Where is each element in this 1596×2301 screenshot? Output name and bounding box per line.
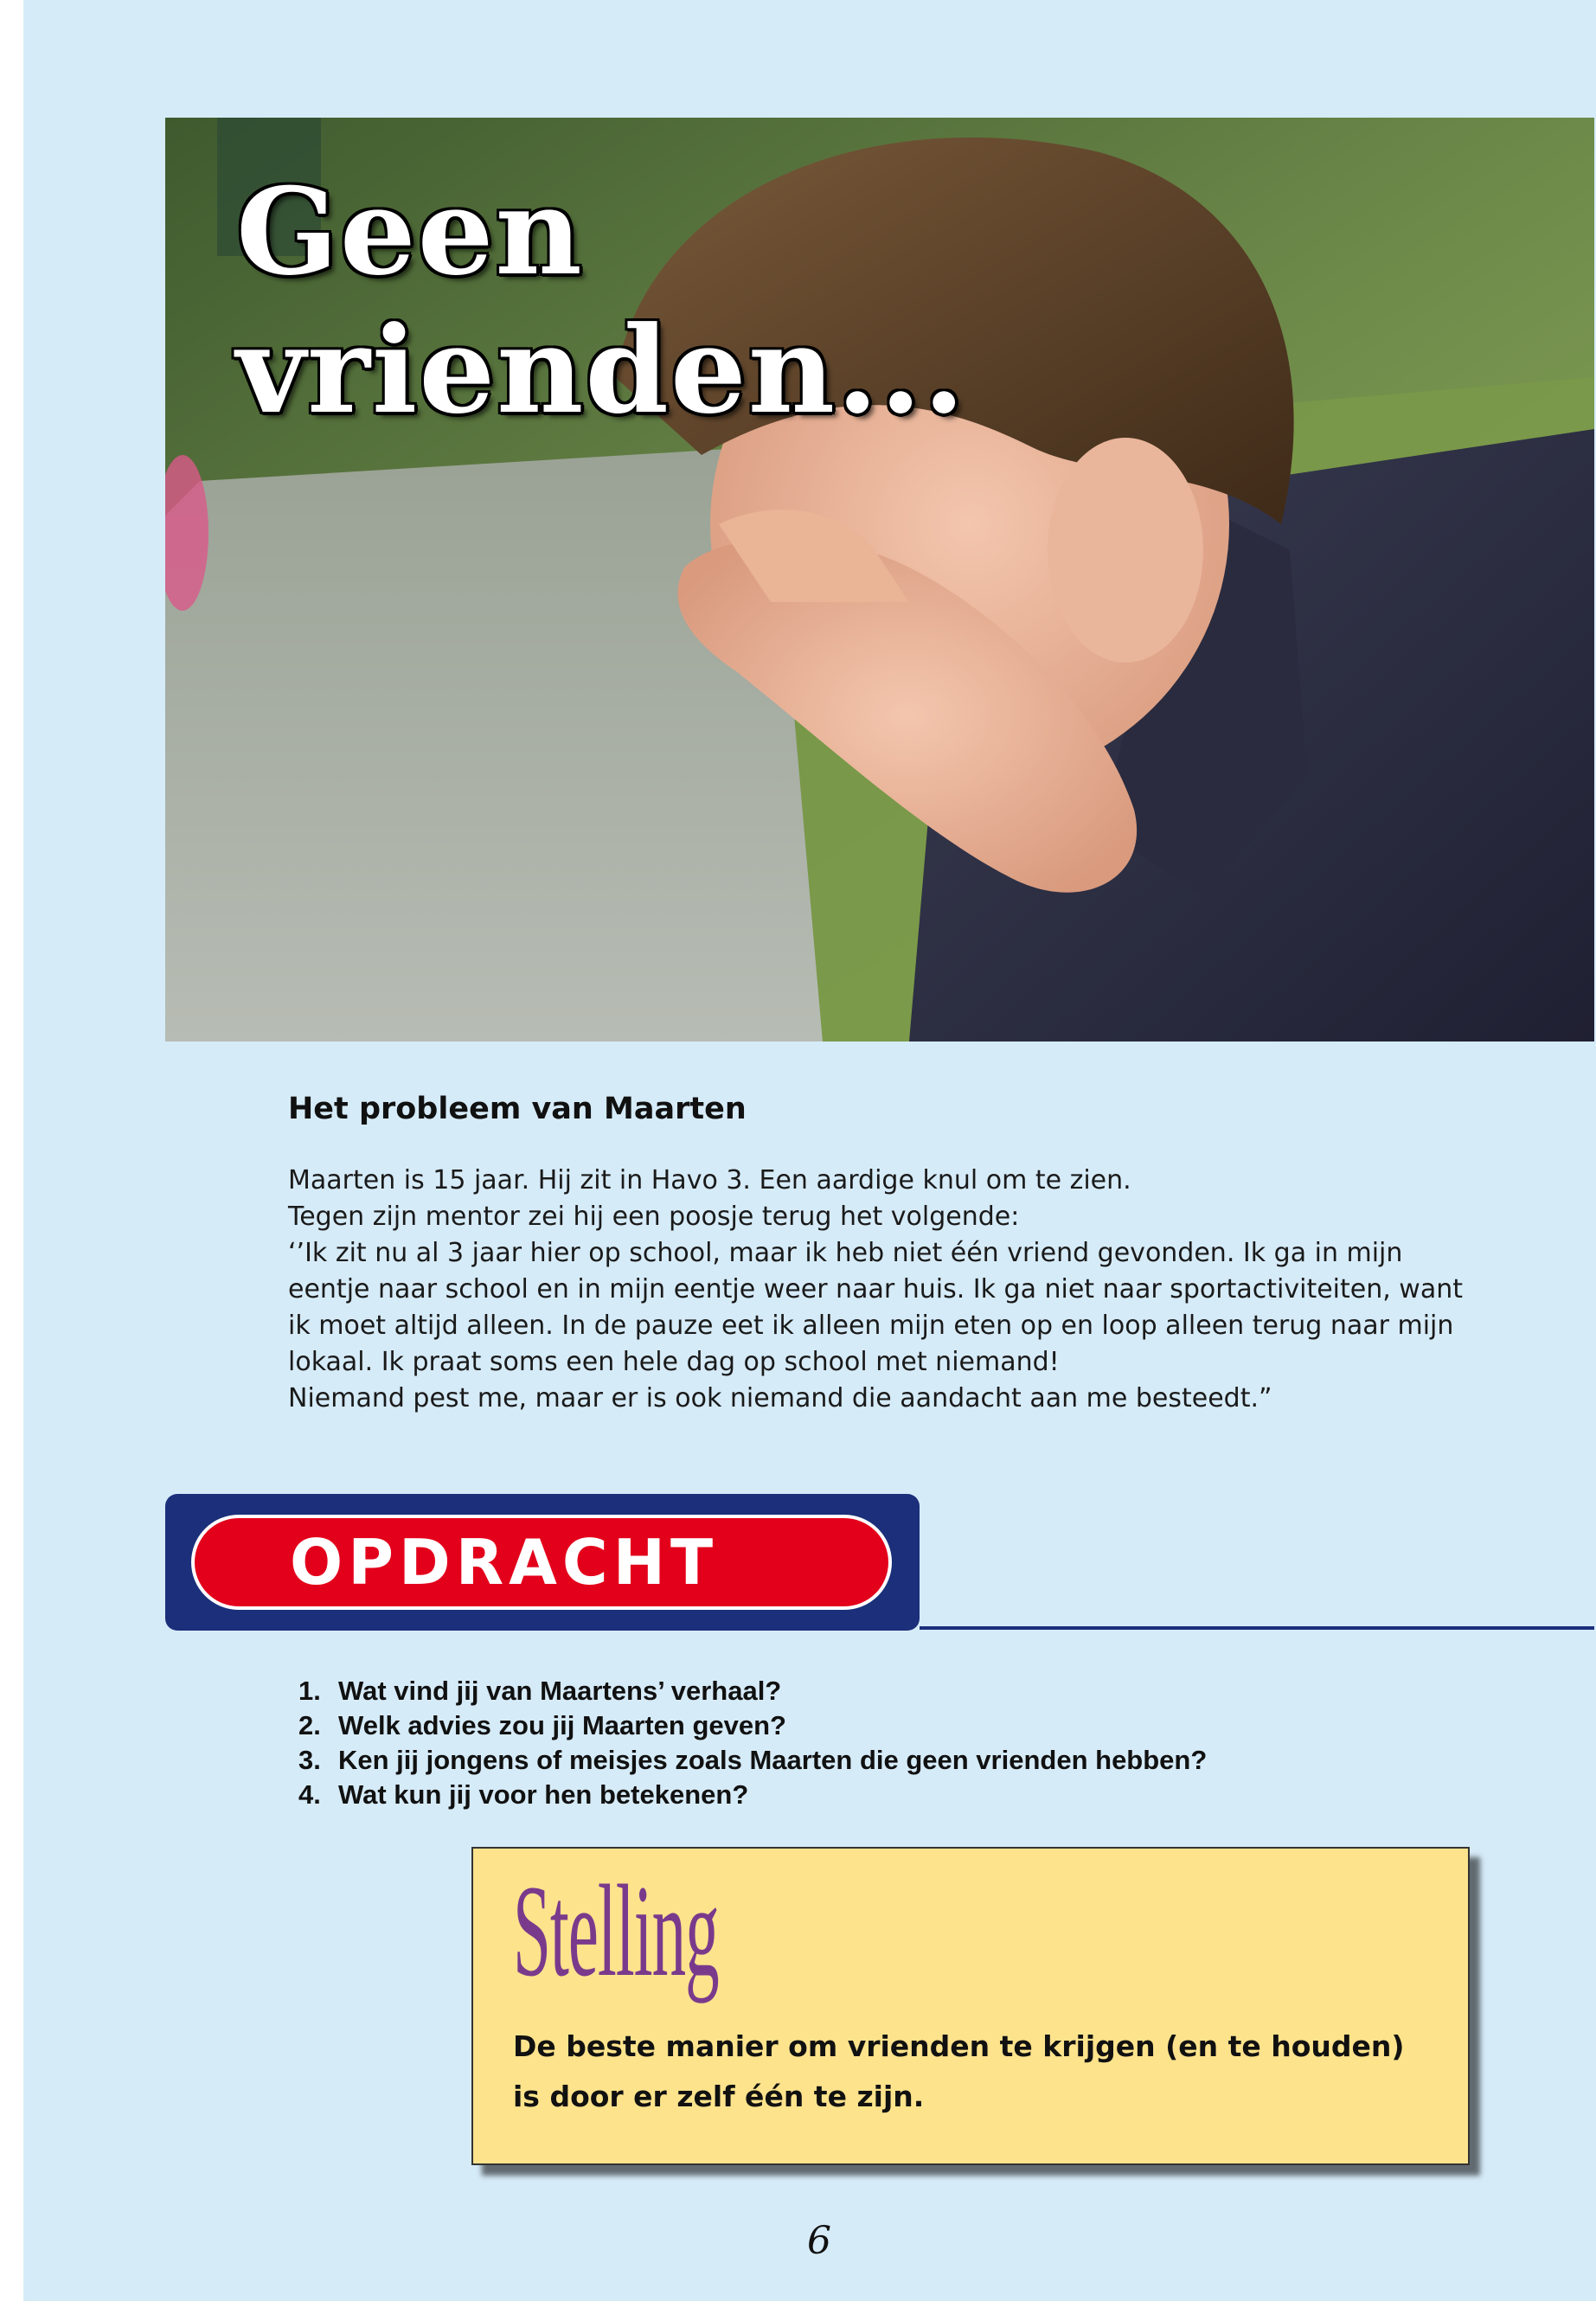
opdracht-divider [920, 1626, 1594, 1630]
story-line: ik moet altijd alleen. In de pauze eet ik alleen mijn eten op en loop alleen terug naar mijn [288, 1311, 1454, 1341]
page-title [236, 163, 966, 439]
story-heading: Het probleem van Maarten [288, 1092, 747, 1126]
question-item [298, 1708, 1207, 1743]
opdracht-banner [165, 1494, 920, 1631]
story-line: lokaal. Ik praat soms een hele dag op school met niemand! [288, 1347, 1060, 1377]
question-number: 1. [298, 1676, 321, 1706]
page-number: 6 [807, 2219, 831, 2263]
story-line: eentje naar school en in mijn eentje weer naar huis. Ik ga niet naar sportactiviteiten, want [288, 1274, 1463, 1304]
stelling-title: Stelling [513, 1858, 719, 2003]
question-item [298, 1778, 1207, 1812]
question-list [298, 1674, 1207, 1812]
story-line: ‘’Ik zit nu al 3 jaar hier op school, maar ik heb niet één vriend gevonden. Ik ga in mijn [288, 1238, 1403, 1268]
question-number: 2. [298, 1710, 321, 1740]
question-text: Welk advies zou jij Maarten geven? [338, 1710, 786, 1740]
stelling-box [471, 1847, 1470, 2165]
opdracht-label: OPDRACHT [290, 1526, 719, 1599]
question-item [298, 1743, 1207, 1778]
story-line: Niemand pest me, maar er is ook niemand die aandacht aan me besteedt.” [288, 1383, 1272, 1413]
opdracht-pill [191, 1515, 892, 1610]
title-line-2: vrienden... [236, 299, 967, 440]
page [23, 0, 1596, 2301]
stelling-text: De beste manier om vrienden te krijgen (en te houden) is door er zelf één te zijn. [513, 2029, 1405, 2113]
cover-photo [165, 118, 1594, 1042]
title-line-1: Geen [236, 161, 584, 302]
question-text: Wat kun jij voor hen betekenen? [338, 1779, 749, 1810]
question-number: 4. [298, 1779, 321, 1810]
story-line: Tegen zijn mentor zei hij een poosje terug het volgende: [288, 1202, 1020, 1232]
story-line: Maarten is 15 jaar. Hij zit in Havo 3. Een aardige knul om te zien. [288, 1165, 1131, 1195]
question-text: Ken jij jongens of meisjes zoals Maarten die geen vrienden hebben? [338, 1745, 1208, 1775]
question-number: 3. [298, 1745, 321, 1775]
story-section [288, 1092, 1499, 1417]
question-item [298, 1674, 1207, 1708]
question-text: Wat vind jij van Maartens’ verhaal? [338, 1676, 782, 1706]
